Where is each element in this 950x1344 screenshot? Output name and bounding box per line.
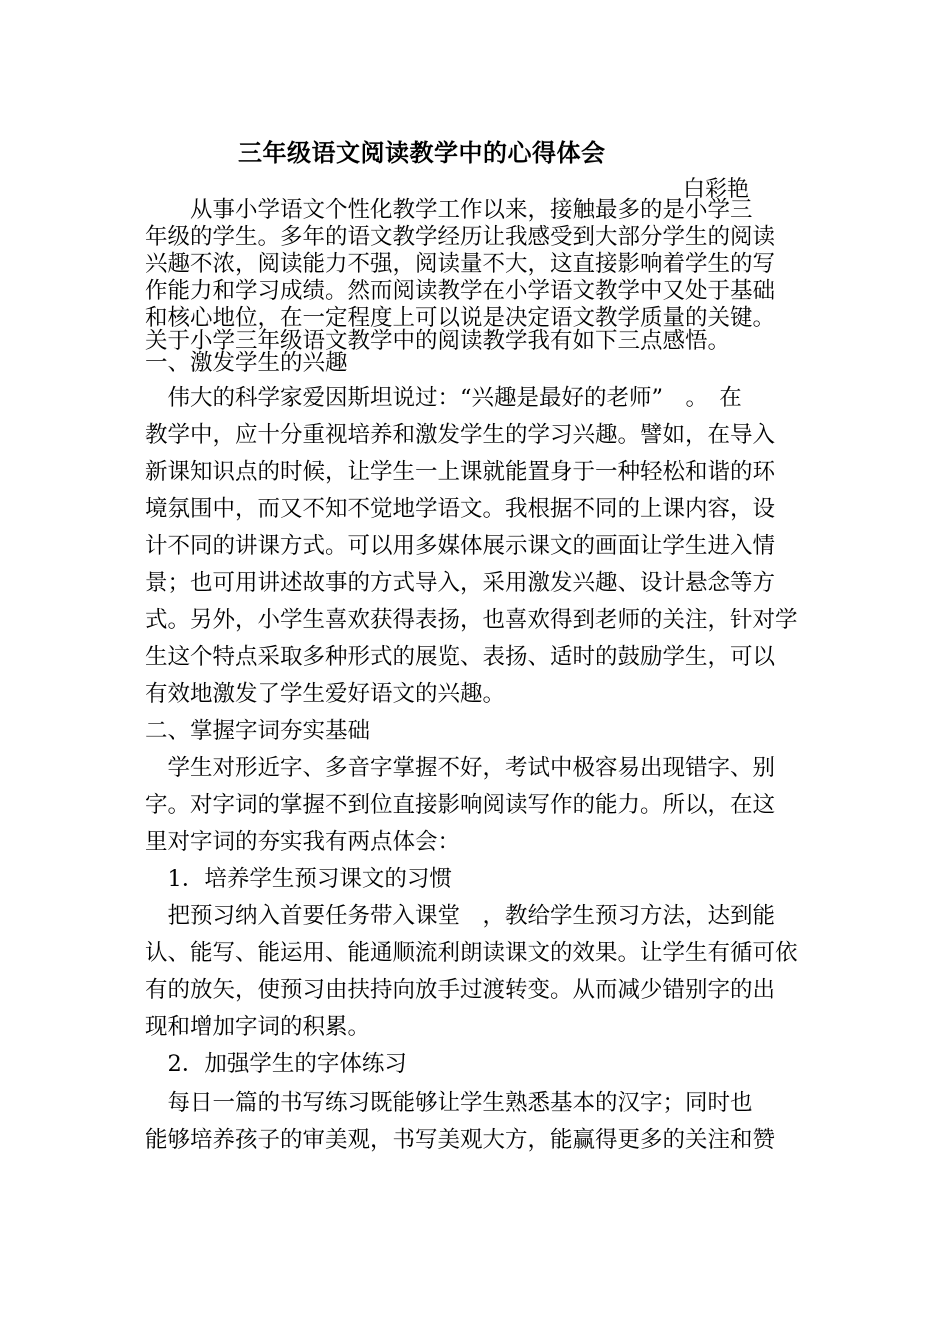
text-line: 能够培养孩子的审美观，书写美观大方，能赢得更多的关注和赞 [145,1127,776,1153]
text-line: 里对字词的夯实我有两点体会： [145,829,461,855]
text-line: 年级的学生。多年的语文教学经历让我感受到大部分学生的阅读 [145,224,776,250]
text-line: 有效地激发了学生爱好语文的兴趣。 [145,681,506,707]
text-line: 和核心地位，在一定程度上可以说是决定语文教学质量的关键。 [145,305,776,331]
section-heading: 二、掌握字词夯实基础 [145,718,371,744]
text-line: 景；也可用讲述故事的方式导入，采用激发兴趣、设计悬念等方 [145,570,776,596]
text-line: 关于小学三年级语文教学中的阅读教学我有如下三点感悟。 [145,328,731,354]
text-line: 式。另外，小学生喜欢获得表扬，也喜欢得到老师的关注，针对学 [145,607,798,633]
document-author: 白彩艳 [683,177,750,202]
text-line: 新课知识点的时候，让学生一上课就能置身于一种轻松和谐的环 [145,459,776,485]
text-line: 学生对形近字、多音字掌握不好，考试中极容易出现错字、别 [145,755,776,781]
text-line: 兴趣不浓，阅读能力不强，阅读量不大，这直接影响着学生的写 [145,251,776,277]
text-line: 有的放矢，使预习由扶持向放手过渡转变。从而减少错别字的出 [145,977,776,1003]
section-heading: 一、激发学生的兴趣 [145,350,348,376]
text-line: 生这个特点采取多种形式的展览、表扬、适时的鼓励学生，可以 [145,644,776,670]
text-line: 从事小学语文个性化教学工作以来，接触最多的是小学三 [145,197,753,223]
text-line: 每日一篇的书写练习既能够让学生熟悉基本的汉字；同时也 [145,1090,753,1116]
text-line: 把预习纳入首要任务带入课堂 ，教给学生预习方法，达到能 [145,903,776,929]
document-title: 三年级语文阅读教学中的心得体会 [238,138,606,167]
text-line: 计不同的讲课方式。可以用多媒体展示课文的画面让学生进入情 [145,533,776,559]
subsection-heading: 2．加强学生的字体练习 [145,1051,407,1077]
text-line: 认、能写、能运用、能通顺流利朗读课文的效果。让学生有循可依 [145,940,798,966]
text-line: 伟大的科学家爱因斯坦说过：“兴趣是最好的老师” 。 在 [145,385,742,411]
text-line: 教学中，应十分重视培养和激发学生的学习兴趣。譬如，在导入 [145,422,776,448]
subsection-heading: 1．培养学生预习课文的习惯 [145,866,452,892]
text-line: 境氛围中，而又不知不觉地学语文。我根据不同的上课内容，设 [145,496,776,522]
text-line: 字。对字词的掌握不到位直接影响阅读写作的能力。所以，在这 [145,792,776,818]
text-line: 现和增加字词的积累。 [145,1014,371,1040]
text-line: 作能力和学习成绩。然而阅读教学在小学语文教学中又处于基础 [145,278,776,304]
